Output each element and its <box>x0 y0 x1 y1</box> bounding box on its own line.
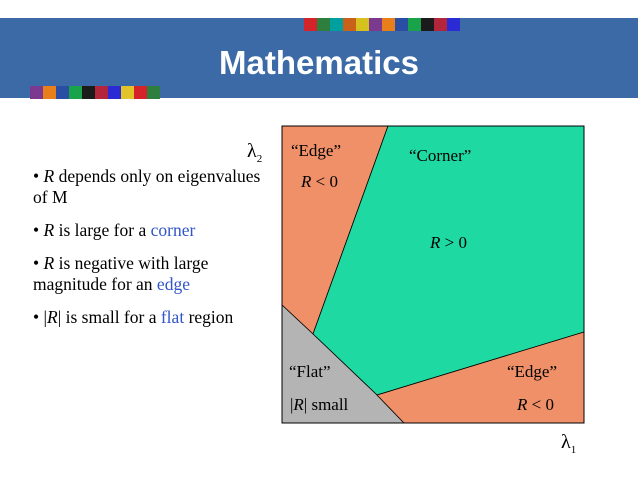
edge-right-label: “Edge” <box>507 362 558 381</box>
lambda1-axis-label: $\lambda_1$ <box>561 431 577 456</box>
flat-label: “Flat” <box>289 362 331 381</box>
edge-top-condition: R < 0 <box>301 172 338 191</box>
slide-title: Mathematics <box>219 44 419 81</box>
edge-top-label: “Edge” <box>291 141 342 160</box>
bullet-item: • R is large for a corner <box>33 220 196 240</box>
flat-condition: |R| small <box>290 395 349 414</box>
bullet-item: • |R| is small for a flat region <box>33 307 234 327</box>
corner-condition: R > 0 <box>430 233 467 252</box>
corner-label: “Corner” <box>409 146 472 165</box>
bullet-item: • R is negative with large magnitude for an edge <box>33 253 209 294</box>
edge-right-condition: R < 0 <box>517 395 554 414</box>
bullet-item: • R depends only on eigenvalues of M <box>33 166 261 207</box>
lambda2-axis-label: $\lambda_2$ <box>247 140 263 165</box>
